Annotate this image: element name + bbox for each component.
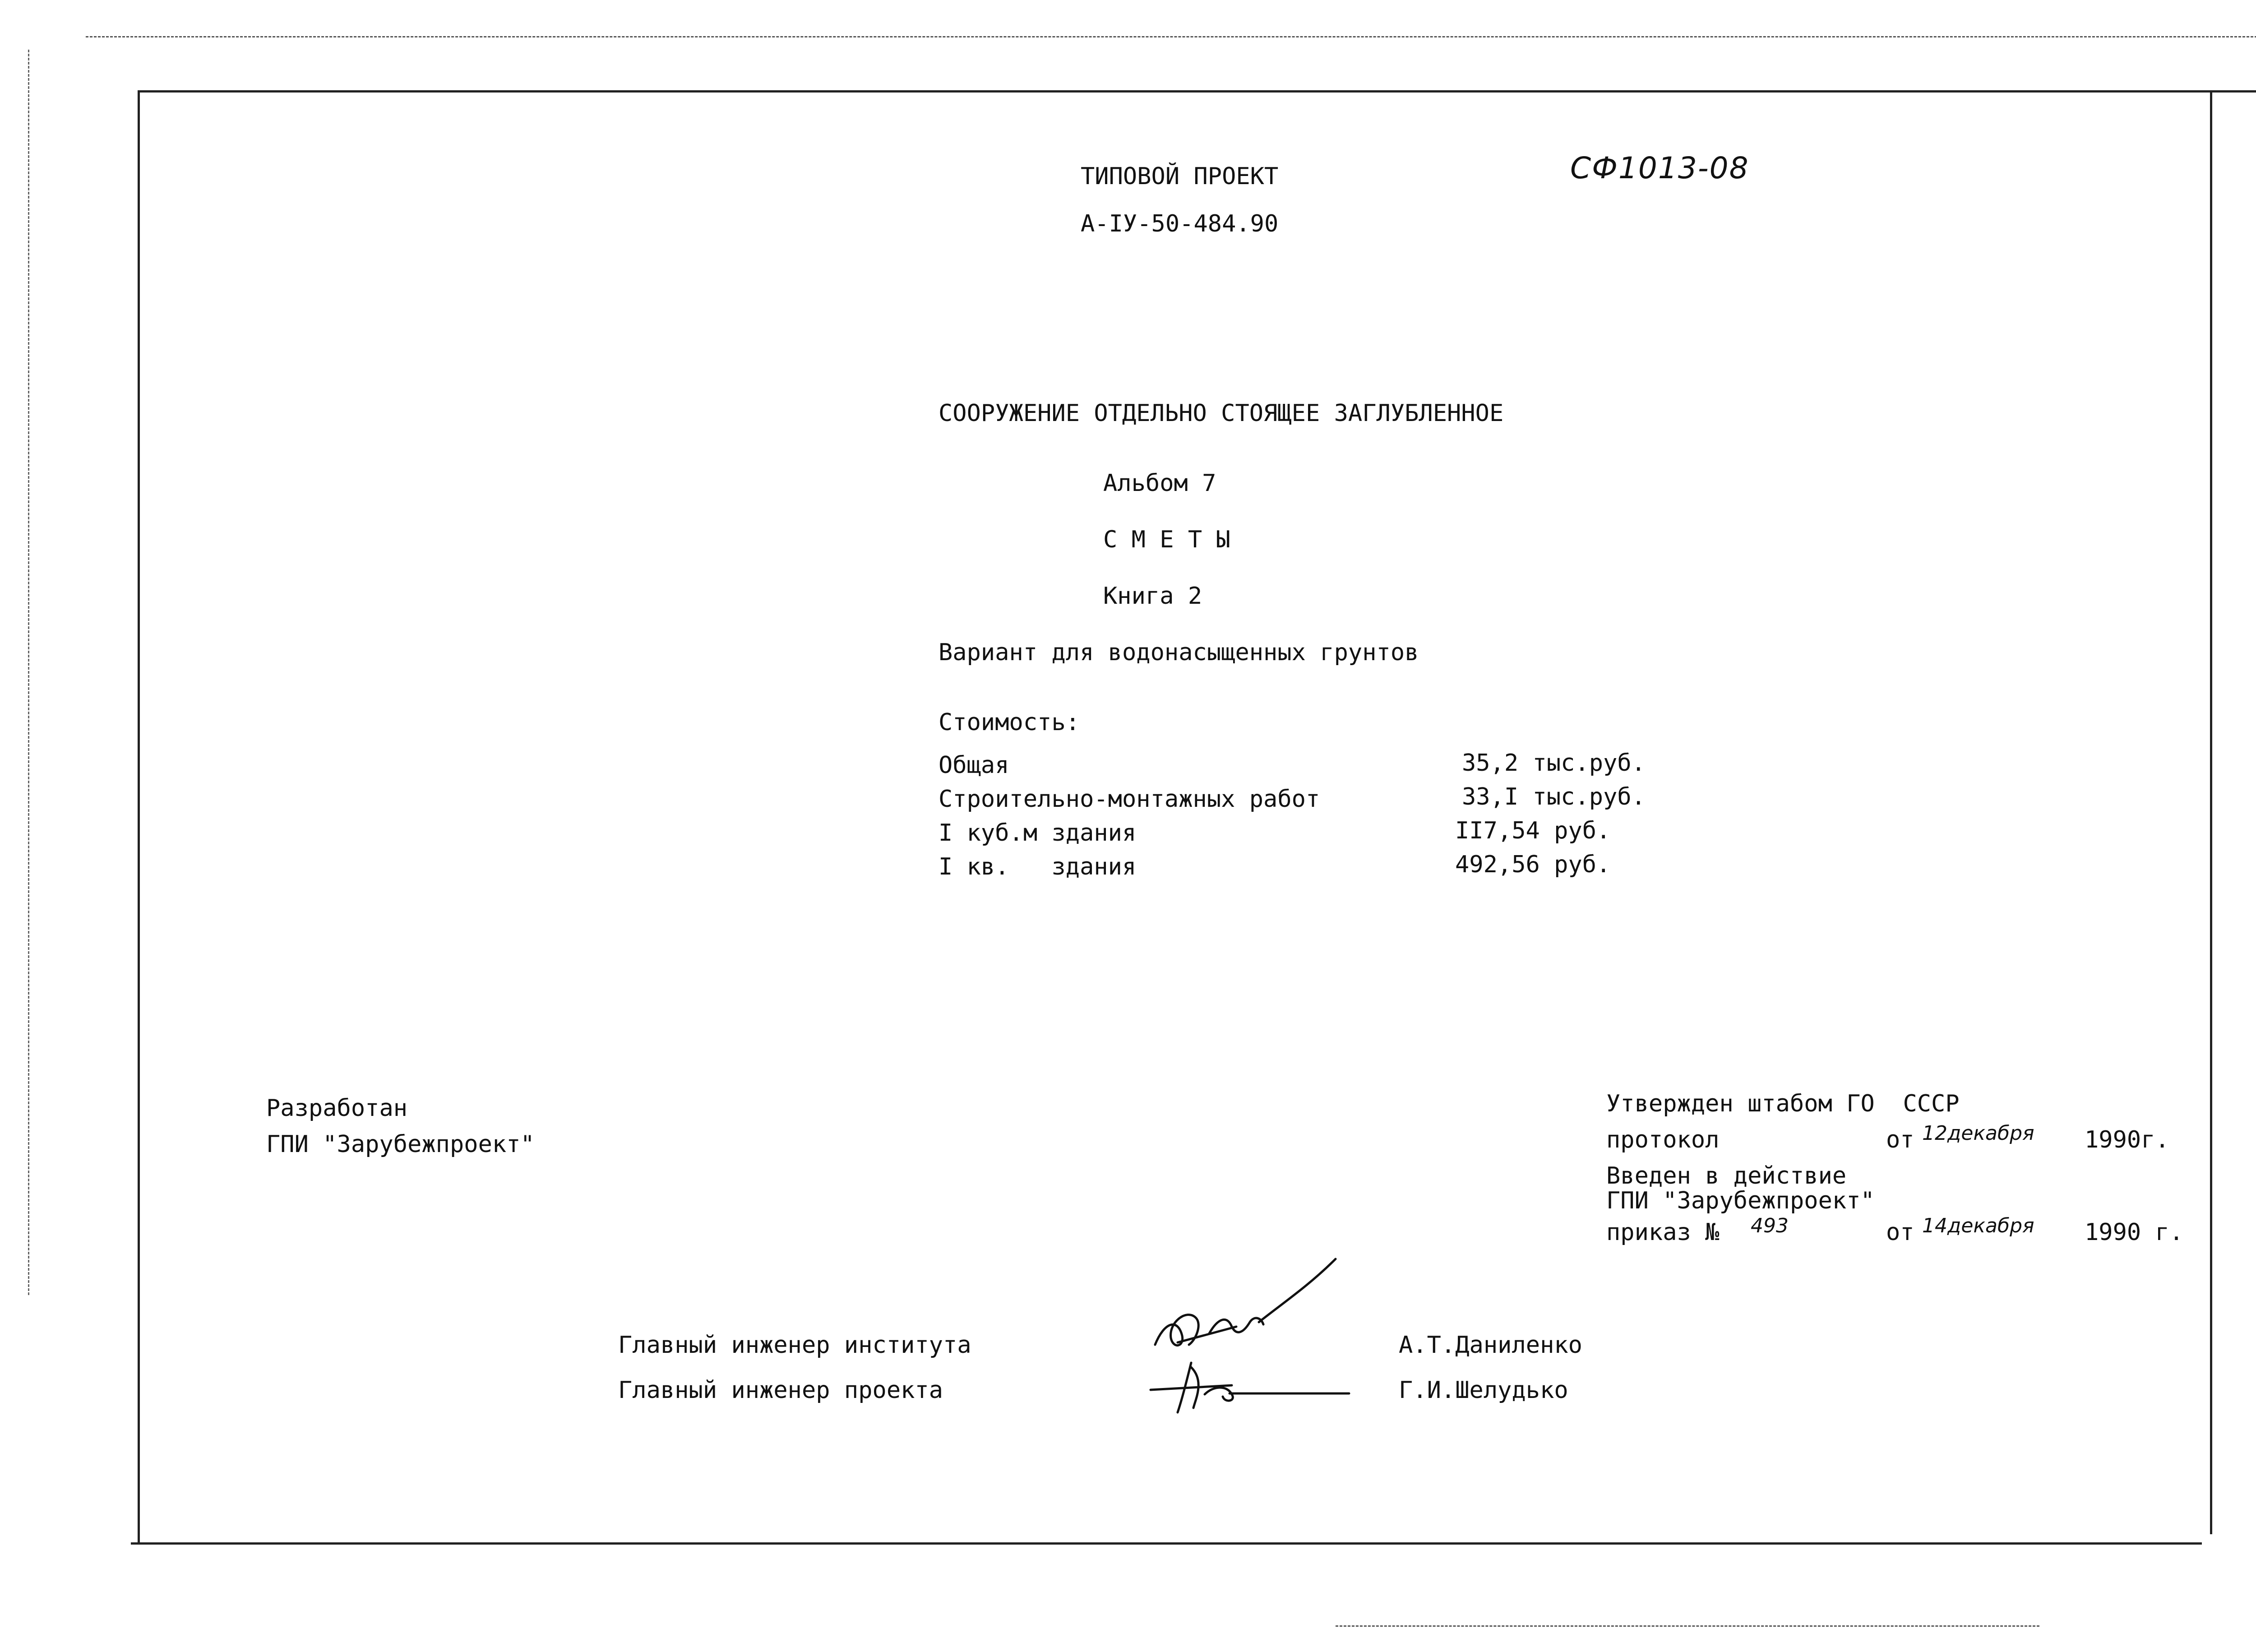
stamp-code: СФ1013-08: [1570, 151, 1749, 185]
book-label: Книга 2: [1103, 583, 1202, 610]
protocol-from: от: [1886, 1126, 1914, 1153]
frame-right-border: [2210, 90, 2212, 1534]
signatory-name: А.Т.Даниленко: [1399, 1332, 1582, 1359]
scan-edge-left: [28, 50, 29, 1295]
document-title: ТИПОВОЙ ПРОЕКТ: [1081, 163, 1279, 190]
protocol-year: 1990г.: [2085, 1126, 2169, 1153]
signatory-position: Главный инженер института: [618, 1332, 971, 1359]
cost-value: 35,2 тыс.руб.: [1462, 750, 1646, 777]
object-name: СООРУЖЕНИЕ ОТДЕЛЬНО СТОЯЩЕЕ ЗАГЛУБЛЕННОЕ: [938, 400, 1504, 427]
developer-label: Разработан: [266, 1095, 408, 1122]
protocol-date-handwritten: 12декабря: [1922, 1122, 2034, 1145]
developer-org: ГПИ "Зарубежпроект": [266, 1131, 535, 1158]
order-number-handwritten: 493: [1751, 1214, 1789, 1237]
variant-label: Вариант для водонасыщенных грунтов: [938, 639, 1419, 666]
cost-heading: Стоимость:: [938, 709, 1080, 736]
signatory-position: Главный инженер проекта: [618, 1377, 943, 1404]
scan-edge-top: [86, 36, 2256, 37]
cost-label: Общая: [938, 752, 1009, 779]
cost-label: Строительно-монтажных работ: [938, 786, 1320, 813]
cost-value: 492,56 руб.: [1455, 851, 1611, 878]
introduced-org: ГПИ "Зарубежпроект": [1606, 1187, 1875, 1214]
order-year: 1990 г.: [2085, 1219, 2184, 1246]
protocol-label: протокол: [1606, 1126, 1720, 1153]
approved-by: Утвержден штабом ГО СССР: [1606, 1090, 1960, 1117]
section-title: С М Е Т Ы: [1103, 526, 1230, 553]
introduced-label: Введен в действие: [1606, 1162, 1847, 1189]
project-code: А-IУ-50-484.90: [1081, 210, 1279, 237]
cost-value: II7,54 руб.: [1455, 817, 1611, 844]
frame-top-border: [138, 90, 2256, 93]
cost-label: I куб.м здания: [938, 819, 1137, 847]
order-label: приказ №: [1606, 1219, 1720, 1246]
order-date-handwritten: 14декабря: [1922, 1214, 2034, 1237]
frame-bottom-border: [131, 1542, 2202, 1545]
signature-chief-engineer-project: [1142, 1354, 1358, 1421]
cost-value: 33,I тыс.руб.: [1462, 783, 1646, 810]
signatory-name: Г.И.Шелудько: [1399, 1377, 1568, 1404]
frame-left-border: [138, 90, 140, 1543]
cost-label: I кв. здания: [938, 853, 1137, 880]
scan-edge-bottom: [1336, 1625, 2039, 1627]
order-from: от: [1886, 1219, 1914, 1246]
album-label: Альбом 7: [1103, 470, 1216, 497]
